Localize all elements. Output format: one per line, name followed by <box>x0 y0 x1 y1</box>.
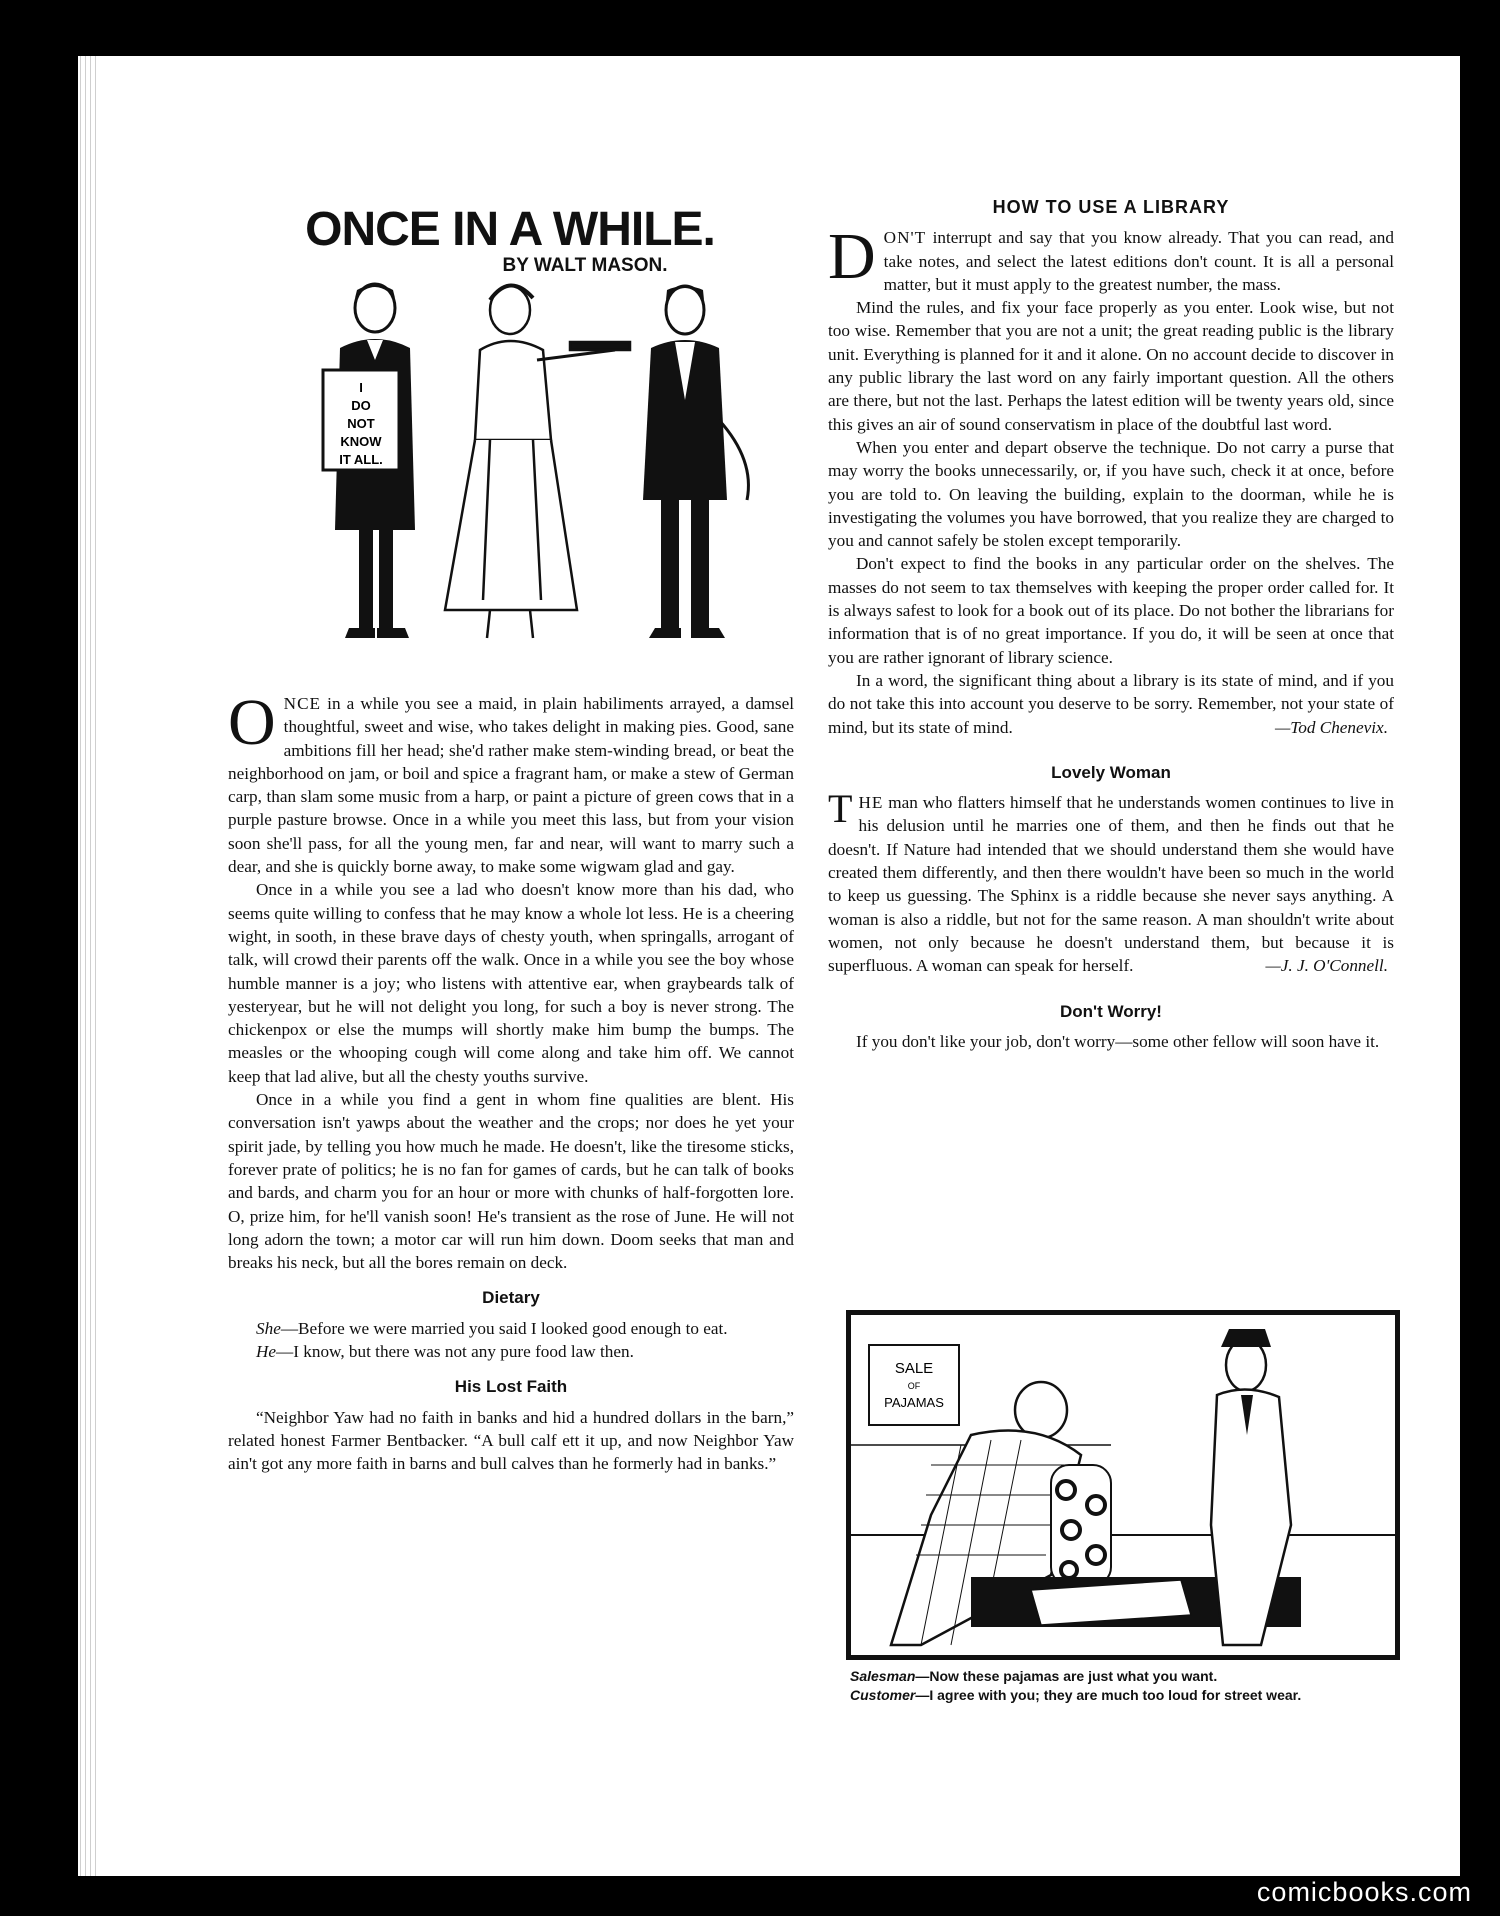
once-paragraph-2: Once in a while you see a lad who doesn't know more than his dad, who seems quite willing to confess that he may know a whole lot less. He is a cheering wight, in sooth, in these brave days of chesty youth, when springalls, arrogant of talk, will crowd their parents off the walk. Once in a while you see the boy whose humble manner is a joy; who listens with attentive ear, when graybeards talk of yesteryear, but he will not delight you long, for such a boy is never strong. The chickenpox or else the mumps will shortly make him bump the bumps. The measles or the whooping cough will come along and take him off. We cannot keep that lad alive, but all the chesty youths survive. <box>228 880 794 1086</box>
library-paragraph-4: Don't expect to find the books in any particular order on the shelves. The masses do not seem to tax themselves with keeping the proper order called for. It is always safest to look for a book out of its place. Do not bother the librarians for information that is of no great importance. If you do, it will be seen at once that you are rather ignorant of library science. <box>828 554 1394 667</box>
caption-text-customer: —I agree with you; they are much too loud for street wear. <box>915 1687 1302 1703</box>
library-paragraph-3: When you enter and depart observe the technique. Do not carry a purse that may worry the books unnecessarily, or, if you have such, check it at once, before you are told to. On leaving the building, explain to the doorman, while he is investigating the volumes you have borrowed, that you realize they are charged to you and cannot safely be stolen except temporarily. <box>828 437 1394 551</box>
sign-text-5: IT ALL. <box>339 452 383 467</box>
dont-worry-heading: Don't Worry! <box>1060 1001 1162 1021</box>
dietary-she-text: —Before we were married you said I looked good enough to eat. <box>280 1318 728 1338</box>
cartoon-drawing <box>851 1315 1395 1655</box>
article-byline: BY WALT MASON. <box>502 255 668 276</box>
caption-label-salesman: Salesman <box>850 1668 916 1684</box>
caption-text-salesman: —Now these pajamas are just what you want. <box>915 1668 1218 1684</box>
right-column <box>828 196 1394 1053</box>
illustration-three-figures <box>315 280 775 660</box>
maid-figure <box>445 285 630 638</box>
dietary-she-line <box>228 1317 794 1340</box>
scan-border-right <box>1460 0 1500 1916</box>
sign-text-4: KNOW <box>340 434 382 449</box>
library-signature: —Tod Chenevix. <box>1275 717 1388 737</box>
library-paragraph-2: Mind the rules, and fix your face properly as you enter. Look wise, but not too wise. Remember that you are not a unit; the great reading public is the library unit. Everything is planned for it and it alone. On no account decide to discover in any public library the last word on any fairly important question. All the others are there, but not the last. Perhaps the latest edition will be twenty years old, since this gives an air of sound conservatism in place of the doubtful last word. <box>828 298 1394 434</box>
library-p1-text: interrupt and say that you know already. That you can read, and take notes, and select the latest editions don't count. It is all a personal matter, but it must apply to the greatest number, the mass. <box>883 228 1394 294</box>
page-edge-stack <box>78 56 100 1876</box>
library-heading: HOW TO USE A LIBRARY <box>992 197 1230 217</box>
sign-text-2: DO <box>351 398 371 413</box>
library-paragraph-5 <box>828 669 1394 739</box>
dietary-he-label: He <box>256 1342 277 1362</box>
lovely-woman-heading: Lovely Woman <box>1051 762 1171 782</box>
lost-faith-text: “Neighbor Yaw had no faith in banks and hid a hundred dollars in the barn,” related honest Farmer Bentbacker. “A bull calf ett it up, and now Neighbor Yaw ain't got any more faith in barns and bull calves than he formerly had in banks.” <box>228 1407 794 1474</box>
lovely-woman-paragraph <box>828 786 1394 977</box>
library-paragraph-1 <box>828 220 1394 296</box>
article-title: ONCE IN A WHILE. <box>305 203 715 256</box>
once-p1-text: in a while you see a maid, in plain habiliments arrayed, a damsel thoughtful, sweet and wise, who takes delight in making pies. Good, sane ambitions fill her head; she'd rather make stem-winding bread, or beat the neighborhood on jam, or boil and spice a fragrant ham, or make a stew of German carp, than slam some music from a harp, or paint a picture of green cows that in a purple pasture browse. Once in a while you meet this lass, but from your vision soon she'll pass, for all the young men, far and near, will want to marry such a dear, and she is quickly borne away, to make some wigwam glad and gay. <box>228 694 794 877</box>
dietary-he-text: —I know, but there was not any pure food law then. <box>276 1342 634 1362</box>
dropcap-t: T <box>828 786 853 832</box>
dietary-he-line <box>228 1340 794 1363</box>
once-lead-word: NCE <box>283 694 322 713</box>
pajamas-garment <box>1051 1465 1111 1585</box>
caption-line-1 <box>850 1667 1410 1686</box>
sign-text-3: NOT <box>347 416 375 431</box>
lovely-woman-text: man who flatters himself that he understands women continues to live in his delusion until he marries one of them, and then he finds out that he doesn't. If Nature had intended that we should understand them she would have created them differently, and then there wouldn't have been so much in the world to keep us guessing. The Sphinx is a riddle because she never says anything. A woman is also a riddle, but not for the same reason. A man shouldn't write about women, not only because he doesn't understand them, but because it is superfluous. A woman can speak for herself. <box>828 793 1394 976</box>
watermark: comicbooks.com <box>1256 1877 1472 1907</box>
article-title-block <box>300 205 720 277</box>
dietary-she-label: She <box>256 1318 281 1338</box>
once-paragraph-3: Once in a while you find a gent in whom fine qualities are blent. His conversation isn't yawps about the weather and the crops; nor does he yet your spirit jade, by telling you how much he made. He doesn't, like the tiresome sticks, forever prate of politics; he is no fan for games of cards, but he can talk of books and bards, and charm you for an hour or more with chunks of half-forgotten lore. O, prize him, for he'll vanish soon! He's transient as the rose of June. He will not long adorn the town; a motor car will run him down. Doom seeks that man and breaks his neck, but all the bores remain on deck. <box>228 1090 794 1273</box>
sign-text-1: I <box>359 380 363 395</box>
left-column <box>228 686 794 1476</box>
lovely-woman-lead-word: HE <box>858 793 884 813</box>
dropcap-o: O <box>228 686 276 759</box>
dietary-heading: Dietary <box>482 1288 540 1308</box>
dont-worry-text: If you don't like your job, don't worry—some other fellow will soon have it. <box>856 1031 1380 1051</box>
sale-sign-line1: SALE <box>894 1360 934 1377</box>
dropcap-d: D <box>828 220 876 294</box>
pajamas-cartoon <box>846 1310 1400 1660</box>
sale-sign-line2: OF <box>907 1381 921 1391</box>
lost-faith-heading: His Lost Faith <box>454 1377 568 1397</box>
lovely-woman-signature: —J. J. O'Connell. <box>1265 956 1388 976</box>
gentleman-figure <box>643 286 748 638</box>
caption-label-customer: Customer <box>850 1687 916 1703</box>
library-p5-text: In a word, the significant thing about a library is its state of mind, and if you do not take this into account you deserve to be sorry. Remember, not your state of mind, but its state of mind. <box>828 670 1394 737</box>
once-paragraph-1 <box>228 686 794 878</box>
caption-line-2 <box>850 1686 1410 1705</box>
cartoon-caption <box>850 1667 1410 1705</box>
sale-sign-line3: PAJAMAS <box>884 1395 944 1410</box>
library-lead-word: ON'T <box>883 228 927 248</box>
